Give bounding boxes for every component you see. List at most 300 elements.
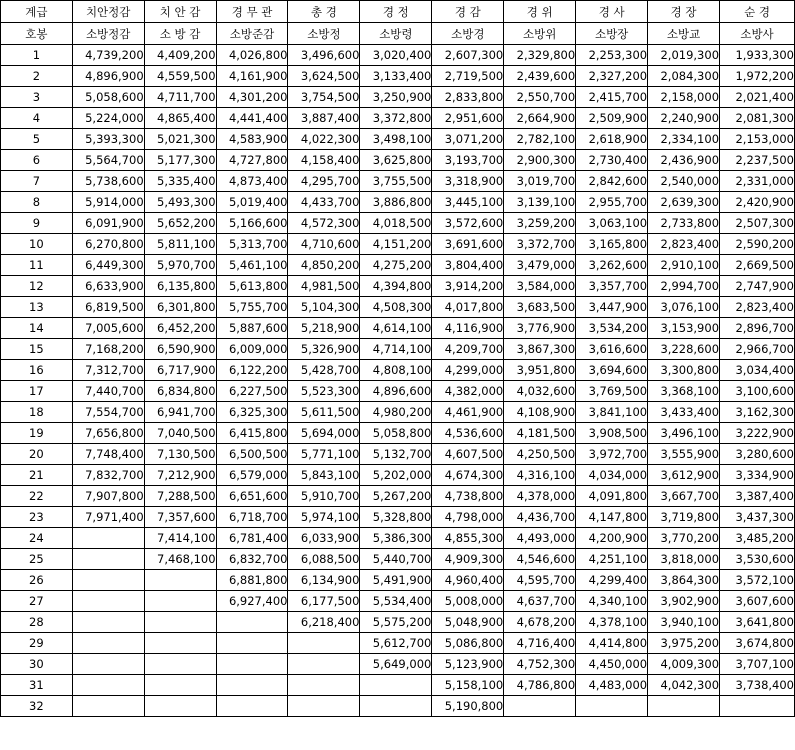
salary-cell: 2,329,800 — [504, 45, 576, 66]
step-number-cell: 25 — [1, 549, 73, 570]
table-row — [1, 150, 795, 171]
salary-cell: 2,639,300 — [648, 192, 720, 213]
salary-cell: 4,436,700 — [504, 507, 576, 528]
salary-cell: 5,328,800 — [360, 507, 432, 528]
salary-cell: 4,873,400 — [216, 171, 288, 192]
salary-cell: 6,717,900 — [144, 360, 216, 381]
salary-cell: 3,222,900 — [720, 423, 795, 444]
salary-cell: 6,270,800 — [72, 234, 144, 255]
salary-cell: 2,833,800 — [432, 87, 504, 108]
salary-cell: 3,250,900 — [360, 87, 432, 108]
salary-cell: 6,834,800 — [144, 381, 216, 402]
salary-cell: 4,546,600 — [504, 549, 576, 570]
salary-cell — [648, 696, 720, 717]
salary-cell: 3,754,500 — [288, 87, 360, 108]
salary-cell: 3,372,700 — [504, 234, 576, 255]
salary-cell: 3,534,200 — [576, 318, 648, 339]
salary-cell: 5,843,100 — [288, 465, 360, 486]
salary-cell: 3,641,800 — [720, 612, 795, 633]
table-row — [1, 255, 795, 276]
salary-cell: 3,769,500 — [576, 381, 648, 402]
salary-cell: 6,718,700 — [216, 507, 288, 528]
salary-cell — [144, 612, 216, 633]
salary-cell: 3,914,200 — [432, 276, 504, 297]
salary-cell: 2,420,900 — [720, 192, 795, 213]
salary-cell: 2,019,300 — [648, 45, 720, 66]
salary-cell: 4,483,000 — [576, 675, 648, 696]
salary-cell: 3,738,400 — [720, 675, 795, 696]
salary-cell: 5,649,000 — [360, 654, 432, 675]
salary-cell: 3,479,000 — [504, 255, 576, 276]
salary-cell: 5,652,200 — [144, 213, 216, 234]
salary-cell: 3,485,200 — [720, 528, 795, 549]
salary-cell: 4,850,200 — [288, 255, 360, 276]
salary-cell: 5,694,000 — [288, 423, 360, 444]
table-row — [1, 507, 795, 528]
table-row — [1, 192, 795, 213]
header-rank-cell: 치 안 감 — [144, 1, 216, 23]
salary-cell: 6,033,900 — [288, 528, 360, 549]
salary-cell: 4,678,200 — [504, 612, 576, 633]
salary-cell: 3,193,700 — [432, 150, 504, 171]
salary-cell: 4,572,300 — [288, 213, 360, 234]
step-number-cell: 4 — [1, 108, 73, 129]
salary-cell: 5,267,200 — [360, 486, 432, 507]
salary-cell: 5,202,000 — [360, 465, 432, 486]
salary-cell: 5,058,800 — [360, 423, 432, 444]
table-row — [1, 423, 795, 444]
salary-cell — [216, 696, 288, 717]
salary-cell: 4,382,000 — [432, 381, 504, 402]
header-rank-cell: 소방교 — [648, 23, 720, 45]
table-row — [1, 696, 795, 717]
salary-cell: 1,933,300 — [720, 45, 795, 66]
salary-cell: 2,334,100 — [648, 129, 720, 150]
salary-cell: 5,611,500 — [288, 402, 360, 423]
salary-cell: 2,607,300 — [432, 45, 504, 66]
salary-cell: 4,896,900 — [72, 66, 144, 87]
step-number-cell: 12 — [1, 276, 73, 297]
salary-cell: 5,914,000 — [72, 192, 144, 213]
table-row — [1, 360, 795, 381]
salary-cell — [72, 696, 144, 717]
salary-cell: 4,394,800 — [360, 276, 432, 297]
table-row — [1, 213, 795, 234]
salary-cell: 2,590,200 — [720, 234, 795, 255]
salary-cell: 4,026,800 — [216, 45, 288, 66]
salary-cell: 6,819,500 — [72, 297, 144, 318]
step-number-cell: 31 — [1, 675, 73, 696]
salary-cell: 5,218,900 — [288, 318, 360, 339]
salary-cell: 3,372,800 — [360, 108, 432, 129]
salary-cell: 4,009,300 — [648, 654, 720, 675]
salary-cell: 2,158,000 — [648, 87, 720, 108]
salary-cell: 3,667,700 — [648, 486, 720, 507]
salary-cell: 7,130,500 — [144, 444, 216, 465]
salary-cell: 2,730,400 — [576, 150, 648, 171]
salary-cell: 5,428,700 — [288, 360, 360, 381]
step-number-cell: 26 — [1, 570, 73, 591]
salary-cell: 7,040,500 — [144, 423, 216, 444]
salary-cell: 5,771,100 — [288, 444, 360, 465]
salary-cell: 2,896,700 — [720, 318, 795, 339]
header-rank-cell: 소방사 — [720, 23, 795, 45]
salary-cell: 5,612,700 — [360, 633, 432, 654]
header-rank-cell: 소방정감 — [72, 23, 144, 45]
table-row — [1, 633, 795, 654]
salary-cell: 6,134,900 — [288, 570, 360, 591]
salary-cell: 4,181,500 — [504, 423, 576, 444]
header-corner-cell: 계급 — [1, 1, 73, 23]
salary-cell: 3,334,900 — [720, 465, 795, 486]
salary-cell: 5,008,000 — [432, 591, 504, 612]
salary-cell: 4,450,000 — [576, 654, 648, 675]
header-rank-cell: 경 감 — [432, 1, 504, 23]
salary-cell: 2,618,900 — [576, 129, 648, 150]
salary-cell: 5,738,600 — [72, 171, 144, 192]
salary-cell: 3,228,600 — [648, 339, 720, 360]
salary-cell: 3,020,400 — [360, 45, 432, 66]
salary-cell: 2,540,000 — [648, 171, 720, 192]
salary-cell: 3,691,600 — [432, 234, 504, 255]
salary-cell — [360, 675, 432, 696]
salary-cell: 4,250,500 — [504, 444, 576, 465]
salary-cell: 4,595,700 — [504, 570, 576, 591]
salary-cell: 2,507,300 — [720, 213, 795, 234]
salary-cell: 3,625,800 — [360, 150, 432, 171]
salary-cell: 3,357,700 — [576, 276, 648, 297]
salary-cell: 3,019,700 — [504, 171, 576, 192]
salary-cell — [288, 633, 360, 654]
salary-cell: 3,755,500 — [360, 171, 432, 192]
salary-cell — [72, 675, 144, 696]
salary-cell: 4,752,300 — [504, 654, 576, 675]
salary-cell: 4,714,100 — [360, 339, 432, 360]
salary-cell: 4,409,200 — [144, 45, 216, 66]
salary-cell: 2,910,100 — [648, 255, 720, 276]
salary-cell: 4,275,200 — [360, 255, 432, 276]
salary-cell: 3,818,000 — [648, 549, 720, 570]
salary-cell: 2,415,700 — [576, 87, 648, 108]
salary-cell: 3,951,800 — [504, 360, 576, 381]
table-row — [1, 528, 795, 549]
salary-cell — [72, 633, 144, 654]
salary-cell: 4,461,900 — [432, 402, 504, 423]
salary-cell: 3,447,900 — [576, 297, 648, 318]
salary-cell: 6,218,400 — [288, 612, 360, 633]
step-number-cell: 27 — [1, 591, 73, 612]
salary-cell: 4,017,800 — [432, 297, 504, 318]
salary-cell: 3,940,100 — [648, 612, 720, 633]
step-number-cell: 3 — [1, 87, 73, 108]
salary-cell: 4,116,900 — [432, 318, 504, 339]
salary-cell: 4,855,300 — [432, 528, 504, 549]
salary-cell: 5,177,300 — [144, 150, 216, 171]
step-number-cell: 32 — [1, 696, 73, 717]
salary-cell: 5,224,000 — [72, 108, 144, 129]
salary-cell: 6,325,300 — [216, 402, 288, 423]
salary-cell: 4,637,700 — [504, 591, 576, 612]
salary-cell: 3,841,100 — [576, 402, 648, 423]
salary-cell: 3,804,400 — [432, 255, 504, 276]
salary-cell: 5,811,100 — [144, 234, 216, 255]
salary-cell: 4,034,000 — [576, 465, 648, 486]
salary-cell: 7,907,800 — [72, 486, 144, 507]
salary-cell: 5,048,900 — [432, 612, 504, 633]
salary-cell: 4,042,300 — [648, 675, 720, 696]
salary-cell: 4,209,700 — [432, 339, 504, 360]
salary-cell: 6,579,000 — [216, 465, 288, 486]
salary-cell — [288, 654, 360, 675]
salary-cell: 4,018,500 — [360, 213, 432, 234]
salary-cell: 5,887,600 — [216, 318, 288, 339]
salary-cell: 4,739,200 — [72, 45, 144, 66]
salary-cell: 5,974,100 — [288, 507, 360, 528]
salary-cell — [72, 654, 144, 675]
header-rank-cell: 경 사 — [576, 1, 648, 23]
salary-cell — [144, 654, 216, 675]
salary-cell — [72, 549, 144, 570]
step-number-cell: 20 — [1, 444, 73, 465]
header-rank-cell: 소방령 — [360, 23, 432, 45]
salary-cell: 1,972,200 — [720, 66, 795, 87]
step-number-cell: 24 — [1, 528, 73, 549]
salary-cell: 4,147,800 — [576, 507, 648, 528]
step-number-cell: 23 — [1, 507, 73, 528]
step-number-cell: 22 — [1, 486, 73, 507]
table-row — [1, 654, 795, 675]
salary-cell: 3,496,100 — [648, 423, 720, 444]
salary-cell — [144, 591, 216, 612]
salary-cell: 3,318,900 — [432, 171, 504, 192]
header-rank-cell: 총 경 — [288, 1, 360, 23]
salary-cell: 6,227,500 — [216, 381, 288, 402]
salary-cell — [504, 696, 576, 717]
salary-cell: 4,032,600 — [504, 381, 576, 402]
salary-cell: 3,133,400 — [360, 66, 432, 87]
salary-cell: 3,437,300 — [720, 507, 795, 528]
table-row — [1, 297, 795, 318]
salary-cell: 5,393,300 — [72, 129, 144, 150]
salary-cell — [216, 654, 288, 675]
salary-cell: 3,572,100 — [720, 570, 795, 591]
salary-cell: 6,088,500 — [288, 549, 360, 570]
salary-cell: 7,168,200 — [72, 339, 144, 360]
step-number-cell: 11 — [1, 255, 73, 276]
salary-cell: 4,493,000 — [504, 528, 576, 549]
salary-cell: 5,058,600 — [72, 87, 144, 108]
header-corner-cell: 호봉 — [1, 23, 73, 45]
step-number-cell: 2 — [1, 66, 73, 87]
step-number-cell: 15 — [1, 339, 73, 360]
salary-cell: 4,200,900 — [576, 528, 648, 549]
salary-cell: 5,132,700 — [360, 444, 432, 465]
salary-cell: 7,971,400 — [72, 507, 144, 528]
step-number-cell: 18 — [1, 402, 73, 423]
salary-cell: 3,908,500 — [576, 423, 648, 444]
step-number-cell: 28 — [1, 612, 73, 633]
salary-cell: 4,716,400 — [504, 633, 576, 654]
salary-cell: 6,122,200 — [216, 360, 288, 381]
salary-cell: 4,108,900 — [504, 402, 576, 423]
salary-cell — [576, 696, 648, 717]
salary-cell: 3,683,500 — [504, 297, 576, 318]
salary-cell: 6,941,700 — [144, 402, 216, 423]
header-rank-cell: 소방준감 — [216, 23, 288, 45]
salary-cell: 3,719,800 — [648, 507, 720, 528]
step-number-cell: 10 — [1, 234, 73, 255]
salary-cell: 4,340,100 — [576, 591, 648, 612]
salary-cell: 2,240,900 — [648, 108, 720, 129]
salary-cell — [72, 528, 144, 549]
salary-cell: 3,139,100 — [504, 192, 576, 213]
salary-cell: 2,084,300 — [648, 66, 720, 87]
salary-cell: 5,564,700 — [72, 150, 144, 171]
header-rank-cell: 경 위 — [504, 1, 576, 23]
salary-cell — [144, 675, 216, 696]
salary-cell: 6,927,400 — [216, 591, 288, 612]
table-row — [1, 612, 795, 633]
table-row — [1, 234, 795, 255]
salary-cell: 3,864,300 — [648, 570, 720, 591]
salary-cell: 6,452,200 — [144, 318, 216, 339]
salary-cell: 7,832,700 — [72, 465, 144, 486]
salary-cell: 6,500,500 — [216, 444, 288, 465]
step-number-cell: 7 — [1, 171, 73, 192]
salary-cell: 2,733,800 — [648, 213, 720, 234]
salary-cell: 2,550,700 — [504, 87, 576, 108]
salary-cell: 7,312,700 — [72, 360, 144, 381]
salary-cell: 6,590,900 — [144, 339, 216, 360]
salary-cell: 2,951,600 — [432, 108, 504, 129]
salary-cell: 3,100,600 — [720, 381, 795, 402]
table-row — [1, 402, 795, 423]
salary-cell: 4,022,300 — [288, 129, 360, 150]
salary-cell: 2,436,900 — [648, 150, 720, 171]
salary-cell: 4,299,400 — [576, 570, 648, 591]
header-rank-cell: 소방경 — [432, 23, 504, 45]
salary-cell — [72, 591, 144, 612]
salary-cell: 3,555,900 — [648, 444, 720, 465]
salary-cell: 5,534,400 — [360, 591, 432, 612]
salary-cell: 4,960,400 — [432, 570, 504, 591]
step-number-cell: 1 — [1, 45, 73, 66]
salary-cell: 3,887,400 — [288, 108, 360, 129]
salary-cell: 7,005,600 — [72, 318, 144, 339]
salary-cell: 3,572,600 — [432, 213, 504, 234]
salary-cell: 4,316,100 — [504, 465, 576, 486]
step-number-cell: 29 — [1, 633, 73, 654]
salary-cell: 4,981,500 — [288, 276, 360, 297]
salary-cell — [216, 675, 288, 696]
salary-cell: 2,439,600 — [504, 66, 576, 87]
header-rank-cell: 경 정 — [360, 1, 432, 23]
salary-cell: 2,509,900 — [576, 108, 648, 129]
salary-cell: 4,378,100 — [576, 612, 648, 633]
salary-cell: 2,021,400 — [720, 87, 795, 108]
table-row — [1, 171, 795, 192]
salary-cell: 3,076,100 — [648, 297, 720, 318]
salary-cell: 7,440,700 — [72, 381, 144, 402]
salary-cell: 3,616,600 — [576, 339, 648, 360]
header-rank-cell: 소 방 감 — [144, 23, 216, 45]
salary-cell: 4,808,100 — [360, 360, 432, 381]
salary-cell: 4,151,200 — [360, 234, 432, 255]
header-rank-cell: 소방위 — [504, 23, 576, 45]
salary-cell: 3,280,600 — [720, 444, 795, 465]
salary-cell: 5,021,300 — [144, 129, 216, 150]
salary-cell: 4,980,200 — [360, 402, 432, 423]
salary-cell: 4,614,100 — [360, 318, 432, 339]
salary-cell: 7,554,700 — [72, 402, 144, 423]
salary-cell: 5,086,800 — [432, 633, 504, 654]
step-number-cell: 5 — [1, 129, 73, 150]
salary-cell: 3,165,800 — [576, 234, 648, 255]
salary-cell — [720, 696, 795, 717]
table-row — [1, 570, 795, 591]
salary-cell: 6,177,500 — [288, 591, 360, 612]
salary-cell: 3,498,100 — [360, 129, 432, 150]
table-row — [1, 108, 795, 129]
salary-cell: 5,523,300 — [288, 381, 360, 402]
salary-cell: 3,496,600 — [288, 45, 360, 66]
salary-cell: 5,575,200 — [360, 612, 432, 633]
salary-cell: 6,009,000 — [216, 339, 288, 360]
salary-cell: 2,966,700 — [720, 339, 795, 360]
salary-cell: 4,798,000 — [432, 507, 504, 528]
salary-cell: 5,335,400 — [144, 171, 216, 192]
salary-cell — [144, 633, 216, 654]
salary-cell: 6,449,300 — [72, 255, 144, 276]
salary-cell: 7,357,600 — [144, 507, 216, 528]
step-number-cell: 9 — [1, 213, 73, 234]
salary-cell: 3,433,400 — [648, 402, 720, 423]
salary-cell: 4,378,000 — [504, 486, 576, 507]
salary-cell: 4,301,200 — [216, 87, 288, 108]
salary-cell: 3,368,100 — [648, 381, 720, 402]
salary-cell: 5,910,700 — [288, 486, 360, 507]
salary-cell: 2,327,200 — [576, 66, 648, 87]
salary-cell: 6,781,400 — [216, 528, 288, 549]
salary-cell: 4,158,400 — [288, 150, 360, 171]
salary-cell: 5,755,700 — [216, 297, 288, 318]
salary-cell: 3,530,600 — [720, 549, 795, 570]
salary-cell: 3,262,600 — [576, 255, 648, 276]
salary-cell: 3,674,800 — [720, 633, 795, 654]
salary-cell: 3,707,100 — [720, 654, 795, 675]
salary-cell: 6,135,800 — [144, 276, 216, 297]
salary-cell: 2,719,500 — [432, 66, 504, 87]
salary-cell — [144, 696, 216, 717]
salary-cell: 3,584,000 — [504, 276, 576, 297]
table-row — [1, 549, 795, 570]
table-row — [1, 276, 795, 297]
table-row — [1, 129, 795, 150]
step-number-cell: 16 — [1, 360, 73, 381]
step-number-cell: 6 — [1, 150, 73, 171]
salary-cell: 3,300,800 — [648, 360, 720, 381]
salary-cell: 3,867,300 — [504, 339, 576, 360]
table-row — [1, 591, 795, 612]
salary-cell: 5,493,300 — [144, 192, 216, 213]
step-number-cell: 13 — [1, 297, 73, 318]
salary-cell: 5,326,900 — [288, 339, 360, 360]
salary-cell: 5,970,700 — [144, 255, 216, 276]
header-rank-cell: 소방정 — [288, 23, 360, 45]
salary-cell: 3,259,200 — [504, 213, 576, 234]
salary-cell: 3,972,700 — [576, 444, 648, 465]
table-row — [1, 87, 795, 108]
